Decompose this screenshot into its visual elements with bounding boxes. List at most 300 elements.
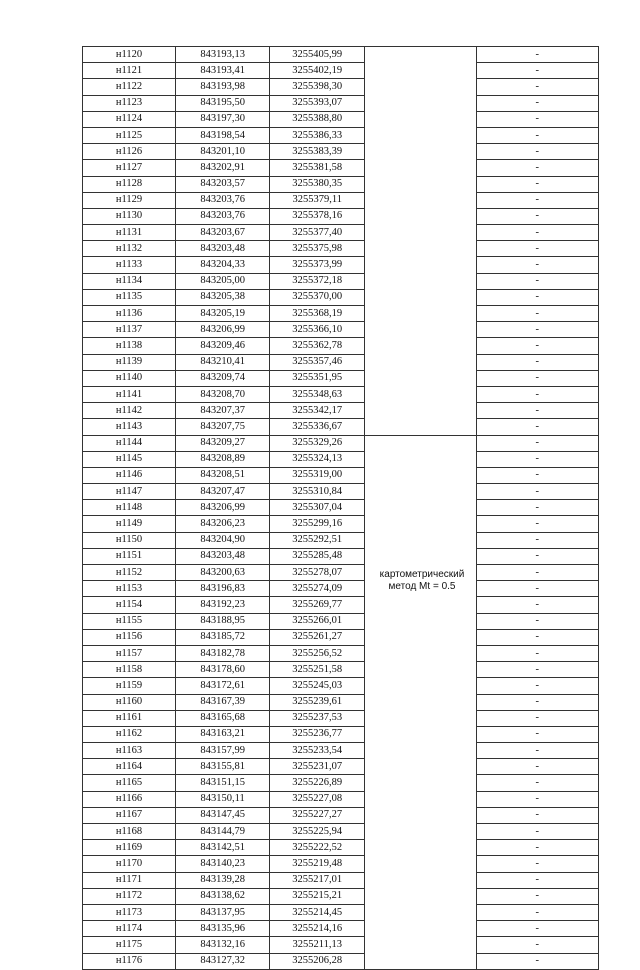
y-coordinate-cell: 3255222,52 [270, 840, 365, 856]
x-coordinate-cell: 843203,48 [176, 548, 270, 564]
method-cell [365, 79, 476, 95]
x-coordinate-cell: 843188,95 [176, 613, 270, 629]
method-cell [365, 160, 476, 176]
table-row [83, 467, 599, 483]
note-cell: - [476, 403, 598, 419]
y-coordinate-cell: 3255362,78 [270, 338, 365, 354]
note-cell: - [476, 127, 598, 143]
note-cell: - [476, 710, 598, 726]
y-coordinate-cell: 3255266,01 [270, 613, 365, 629]
note-cell: - [476, 322, 598, 338]
y-coordinate-cell: 3255375,98 [270, 241, 365, 257]
method-cell [365, 306, 476, 322]
table-row [83, 208, 599, 224]
method-cell [365, 694, 476, 710]
x-coordinate-cell: 843144,79 [176, 824, 270, 840]
point-id-cell: н1146 [83, 467, 176, 483]
method-cell [365, 273, 476, 289]
method-cell [365, 629, 476, 645]
x-coordinate-cell: 843185,72 [176, 629, 270, 645]
note-cell: - [476, 565, 598, 581]
method-cell [365, 872, 476, 888]
x-coordinate-cell: 843140,23 [176, 856, 270, 872]
table-row [83, 921, 599, 937]
table-row [83, 904, 599, 920]
x-coordinate-cell: 843167,39 [176, 694, 270, 710]
note-cell: - [476, 516, 598, 532]
method-cell [365, 484, 476, 500]
point-id-cell: н1125 [83, 127, 176, 143]
method-cell [365, 645, 476, 661]
point-id-cell: н1131 [83, 225, 176, 241]
x-coordinate-cell: 843204,90 [176, 532, 270, 548]
table-row [83, 694, 599, 710]
method-cell [365, 824, 476, 840]
note-cell: - [476, 338, 598, 354]
method-cell [365, 192, 476, 208]
x-coordinate-cell: 843204,33 [176, 257, 270, 273]
y-coordinate-cell: 3255236,77 [270, 726, 365, 742]
note-cell: - [476, 257, 598, 273]
x-coordinate-cell: 843202,91 [176, 160, 270, 176]
point-id-cell: н1122 [83, 79, 176, 95]
y-coordinate-cell: 3255206,28 [270, 953, 365, 969]
table-row [83, 289, 599, 305]
x-coordinate-cell: 843132,16 [176, 937, 270, 953]
note-cell: - [476, 160, 598, 176]
note-cell: - [476, 354, 598, 370]
y-coordinate-cell: 3255373,99 [270, 257, 365, 273]
x-coordinate-cell: 843203,67 [176, 225, 270, 241]
table-row [83, 338, 599, 354]
note-cell: - [476, 743, 598, 759]
note-cell: - [476, 192, 598, 208]
x-coordinate-cell: 843142,51 [176, 840, 270, 856]
note-cell: - [476, 613, 598, 629]
method-cell [365, 354, 476, 370]
x-coordinate-cell: 843207,37 [176, 403, 270, 419]
x-coordinate-cell: 843205,19 [176, 306, 270, 322]
method-cell [365, 516, 476, 532]
note-cell: - [476, 840, 598, 856]
table-row [83, 225, 599, 241]
point-id-cell: н1173 [83, 904, 176, 920]
x-coordinate-cell: 843127,32 [176, 953, 270, 969]
y-coordinate-cell: 3255393,07 [270, 95, 365, 111]
y-coordinate-cell: 3255299,16 [270, 516, 365, 532]
point-id-cell: н1128 [83, 176, 176, 192]
note-cell: - [476, 662, 598, 678]
x-coordinate-cell: 843137,95 [176, 904, 270, 920]
point-id-cell: н1152 [83, 565, 176, 581]
table-row [83, 597, 599, 613]
x-coordinate-cell: 843209,27 [176, 435, 270, 451]
x-coordinate-cell: 843147,45 [176, 807, 270, 823]
method-cell [365, 856, 476, 872]
table-row [83, 581, 599, 597]
point-id-cell: н1175 [83, 937, 176, 953]
y-coordinate-cell: 3255215,21 [270, 888, 365, 904]
y-coordinate-cell: 3255319,00 [270, 467, 365, 483]
note-cell: - [476, 451, 598, 467]
table-row [83, 645, 599, 661]
note-cell: - [476, 937, 598, 953]
y-coordinate-cell: 3255227,08 [270, 791, 365, 807]
y-coordinate-cell: 3255351,95 [270, 370, 365, 386]
method-cell [365, 613, 476, 629]
note-cell: - [476, 726, 598, 742]
method-cell [365, 257, 476, 273]
x-coordinate-cell: 843209,46 [176, 338, 270, 354]
point-id-cell: н1129 [83, 192, 176, 208]
table-row [83, 662, 599, 678]
x-coordinate-cell: 843207,75 [176, 419, 270, 435]
point-id-cell: н1143 [83, 419, 176, 435]
point-id-cell: н1136 [83, 306, 176, 322]
table-row [83, 386, 599, 402]
point-id-cell: н1132 [83, 241, 176, 257]
x-coordinate-cell: 843193,41 [176, 63, 270, 79]
y-coordinate-cell: 3255226,89 [270, 775, 365, 791]
note-cell: - [476, 694, 598, 710]
y-coordinate-cell: 3255227,27 [270, 807, 365, 823]
table-row [83, 791, 599, 807]
note-cell: - [476, 921, 598, 937]
method-cell [365, 710, 476, 726]
y-coordinate-cell: 3255398,30 [270, 79, 365, 95]
note-cell: - [476, 47, 598, 63]
point-id-cell: н1164 [83, 759, 176, 775]
x-coordinate-cell: 843195,50 [176, 95, 270, 111]
note-cell: - [476, 888, 598, 904]
y-coordinate-cell: 3255251,58 [270, 662, 365, 678]
table-row [83, 241, 599, 257]
note-cell: - [476, 63, 598, 79]
note-cell: - [476, 629, 598, 645]
point-id-cell: н1134 [83, 273, 176, 289]
note-cell: - [476, 953, 598, 969]
point-id-cell: н1166 [83, 791, 176, 807]
table-row [83, 937, 599, 953]
y-coordinate-cell: 3255366,10 [270, 322, 365, 338]
note-cell: - [476, 807, 598, 823]
table-row [83, 678, 599, 694]
table-row [83, 548, 599, 564]
y-coordinate-cell: 3255239,61 [270, 694, 365, 710]
y-coordinate-cell: 3255256,52 [270, 645, 365, 661]
method-cell [365, 289, 476, 305]
x-coordinate-cell: 843150,11 [176, 791, 270, 807]
x-coordinate-cell: 843205,38 [176, 289, 270, 305]
x-coordinate-cell: 843203,48 [176, 241, 270, 257]
method-cell [365, 904, 476, 920]
method-cell [365, 386, 476, 402]
point-id-cell: н1120 [83, 47, 176, 63]
x-coordinate-cell: 843203,76 [176, 208, 270, 224]
y-coordinate-cell: 3255231,07 [270, 759, 365, 775]
method-cell [365, 532, 476, 548]
point-id-cell: н1162 [83, 726, 176, 742]
y-coordinate-cell: 3255233,54 [270, 743, 365, 759]
method-cell [365, 225, 476, 241]
table-row [83, 95, 599, 111]
table-row [83, 759, 599, 775]
table-row [83, 63, 599, 79]
y-coordinate-cell: 3255402,19 [270, 63, 365, 79]
method-cell [365, 597, 476, 613]
point-id-cell: н1170 [83, 856, 176, 872]
x-coordinate-cell: 843205,00 [176, 273, 270, 289]
note-cell: - [476, 144, 598, 160]
method-cell [365, 127, 476, 143]
y-coordinate-cell: 3255225,94 [270, 824, 365, 840]
point-id-cell: н1158 [83, 662, 176, 678]
point-id-cell: н1176 [83, 953, 176, 969]
point-id-cell: н1145 [83, 451, 176, 467]
y-coordinate-cell: 3255219,48 [270, 856, 365, 872]
point-id-cell: н1139 [83, 354, 176, 370]
note-cell: - [476, 645, 598, 661]
x-coordinate-cell: 843208,89 [176, 451, 270, 467]
y-coordinate-cell: 3255307,04 [270, 500, 365, 516]
note-cell: - [476, 419, 598, 435]
table-row [83, 516, 599, 532]
point-id-cell: н1141 [83, 386, 176, 402]
table-row [83, 840, 599, 856]
method-cell [365, 370, 476, 386]
note-cell: - [476, 904, 598, 920]
y-coordinate-cell: 3255386,33 [270, 127, 365, 143]
method-cell [365, 208, 476, 224]
method-label: картометрический метод Mt = 0.5 [379, 569, 465, 592]
point-id-cell: н1153 [83, 581, 176, 597]
method-cell [365, 467, 476, 483]
table-row [83, 613, 599, 629]
point-id-cell: н1169 [83, 840, 176, 856]
y-coordinate-cell: 3255405,99 [270, 47, 365, 63]
y-coordinate-cell: 3255378,16 [270, 208, 365, 224]
point-id-cell: н1133 [83, 257, 176, 273]
x-coordinate-cell: 843203,57 [176, 176, 270, 192]
method-cell [365, 678, 476, 694]
method-cell [365, 95, 476, 111]
method-cell [365, 759, 476, 775]
note-cell: - [476, 306, 598, 322]
x-coordinate-cell: 843208,70 [176, 386, 270, 402]
table-row [83, 435, 599, 451]
point-id-cell: н1135 [83, 289, 176, 305]
table-row [83, 775, 599, 791]
point-id-cell: н1168 [83, 824, 176, 840]
x-coordinate-cell: 843139,28 [176, 872, 270, 888]
point-id-cell: н1123 [83, 95, 176, 111]
y-coordinate-cell: 3255292,51 [270, 532, 365, 548]
method-cell [365, 775, 476, 791]
table-row [83, 710, 599, 726]
note-cell: - [476, 241, 598, 257]
method-cell [365, 435, 476, 451]
x-coordinate-cell: 843201,10 [176, 144, 270, 160]
note-cell: - [476, 532, 598, 548]
note-cell: - [476, 95, 598, 111]
point-id-cell: н1144 [83, 435, 176, 451]
note-cell: - [476, 208, 598, 224]
y-coordinate-cell: 3255379,11 [270, 192, 365, 208]
y-coordinate-cell: 3255348,63 [270, 386, 365, 402]
note-cell: - [476, 824, 598, 840]
point-id-cell: н1160 [83, 694, 176, 710]
y-coordinate-cell: 3255214,16 [270, 921, 365, 937]
method-cell [365, 451, 476, 467]
x-coordinate-cell: 843209,74 [176, 370, 270, 386]
y-coordinate-cell: 3255310,84 [270, 484, 365, 500]
point-id-cell: н1124 [83, 111, 176, 127]
point-id-cell: н1130 [83, 208, 176, 224]
note-cell: - [476, 548, 598, 564]
method-cell [365, 662, 476, 678]
y-coordinate-cell: 3255368,19 [270, 306, 365, 322]
table-row [83, 451, 599, 467]
table-row [83, 160, 599, 176]
x-coordinate-cell: 843206,99 [176, 322, 270, 338]
method-cell [365, 47, 476, 63]
method-cell [365, 403, 476, 419]
point-id-cell: н1137 [83, 322, 176, 338]
y-coordinate-cell: 3255278,07 [270, 565, 365, 581]
point-id-cell: н1172 [83, 888, 176, 904]
point-id-cell: н1167 [83, 807, 176, 823]
note-cell: - [476, 791, 598, 807]
method-cell [365, 241, 476, 257]
x-coordinate-cell: 843196,83 [176, 581, 270, 597]
note-cell: - [476, 759, 598, 775]
x-coordinate-cell: 843193,13 [176, 47, 270, 63]
point-id-cell: н1155 [83, 613, 176, 629]
note-cell: - [476, 500, 598, 516]
method-cell [365, 548, 476, 564]
table-row [83, 322, 599, 338]
method-cell [365, 419, 476, 435]
x-coordinate-cell: 843206,23 [176, 516, 270, 532]
method-cell [365, 791, 476, 807]
x-coordinate-cell: 843163,21 [176, 726, 270, 742]
y-coordinate-cell: 3255261,27 [270, 629, 365, 645]
table-row [83, 192, 599, 208]
y-coordinate-cell: 3255370,00 [270, 289, 365, 305]
point-id-cell: н1127 [83, 160, 176, 176]
method-cell [365, 144, 476, 160]
table-row [83, 144, 599, 160]
y-coordinate-cell: 3255342,17 [270, 403, 365, 419]
table-row [83, 565, 599, 581]
method-cell [365, 338, 476, 354]
x-coordinate-cell: 843193,98 [176, 79, 270, 95]
x-coordinate-cell: 843192,23 [176, 597, 270, 613]
point-id-cell: н1163 [83, 743, 176, 759]
y-coordinate-cell: 3255329,26 [270, 435, 365, 451]
y-coordinate-cell: 3255380,35 [270, 176, 365, 192]
coordinates-table-body [83, 47, 599, 970]
note-cell: - [476, 581, 598, 597]
table-row [83, 354, 599, 370]
table-row [83, 273, 599, 289]
method-cell [365, 888, 476, 904]
method-cell [365, 953, 476, 969]
note-cell: - [476, 678, 598, 694]
table-row [83, 403, 599, 419]
note-cell: - [476, 289, 598, 305]
method-cell [365, 322, 476, 338]
x-coordinate-cell: 843207,47 [176, 484, 270, 500]
y-coordinate-cell: 3255381,58 [270, 160, 365, 176]
x-coordinate-cell: 843151,15 [176, 775, 270, 791]
note-cell: - [476, 856, 598, 872]
method-cell [365, 921, 476, 937]
method-cell [365, 63, 476, 79]
note-cell: - [476, 273, 598, 289]
table-row [83, 743, 599, 759]
table-row [83, 872, 599, 888]
x-coordinate-cell: 843200,63 [176, 565, 270, 581]
table-row [83, 127, 599, 143]
x-coordinate-cell: 843178,60 [176, 662, 270, 678]
method-cell [365, 743, 476, 759]
note-cell: - [476, 176, 598, 192]
table-row [83, 824, 599, 840]
x-coordinate-cell: 843155,81 [176, 759, 270, 775]
x-coordinate-cell: 843138,62 [176, 888, 270, 904]
y-coordinate-cell: 3255269,77 [270, 597, 365, 613]
point-id-cell: н1149 [83, 516, 176, 532]
x-coordinate-cell: 843172,61 [176, 678, 270, 694]
method-cell [365, 937, 476, 953]
x-coordinate-cell: 843203,76 [176, 192, 270, 208]
x-coordinate-cell: 843165,68 [176, 710, 270, 726]
y-coordinate-cell: 3255357,46 [270, 354, 365, 370]
point-id-cell: н1151 [83, 548, 176, 564]
table-row [83, 306, 599, 322]
point-id-cell: н1154 [83, 597, 176, 613]
note-cell: - [476, 872, 598, 888]
note-cell: - [476, 484, 598, 500]
coordinates-table [82, 46, 599, 970]
table-row [83, 79, 599, 95]
y-coordinate-cell: 3255324,13 [270, 451, 365, 467]
table-row [83, 856, 599, 872]
y-coordinate-cell: 3255285,48 [270, 548, 365, 564]
method-cell [365, 111, 476, 127]
point-id-cell: н1174 [83, 921, 176, 937]
note-cell: - [476, 597, 598, 613]
y-coordinate-cell: 3255214,45 [270, 904, 365, 920]
y-coordinate-cell: 3255372,18 [270, 273, 365, 289]
point-id-cell: н1161 [83, 710, 176, 726]
table-row [83, 953, 599, 969]
x-coordinate-cell: 843210,41 [176, 354, 270, 370]
y-coordinate-cell: 3255274,09 [270, 581, 365, 597]
table-row [83, 726, 599, 742]
point-id-cell: н1126 [83, 144, 176, 160]
table-row [83, 257, 599, 273]
y-coordinate-cell: 3255383,39 [270, 144, 365, 160]
x-coordinate-cell: 843135,96 [176, 921, 270, 937]
point-id-cell: н1142 [83, 403, 176, 419]
method-cell [365, 726, 476, 742]
point-id-cell: н1171 [83, 872, 176, 888]
point-id-cell: н1147 [83, 484, 176, 500]
y-coordinate-cell: 3255388,80 [270, 111, 365, 127]
table-row [83, 111, 599, 127]
